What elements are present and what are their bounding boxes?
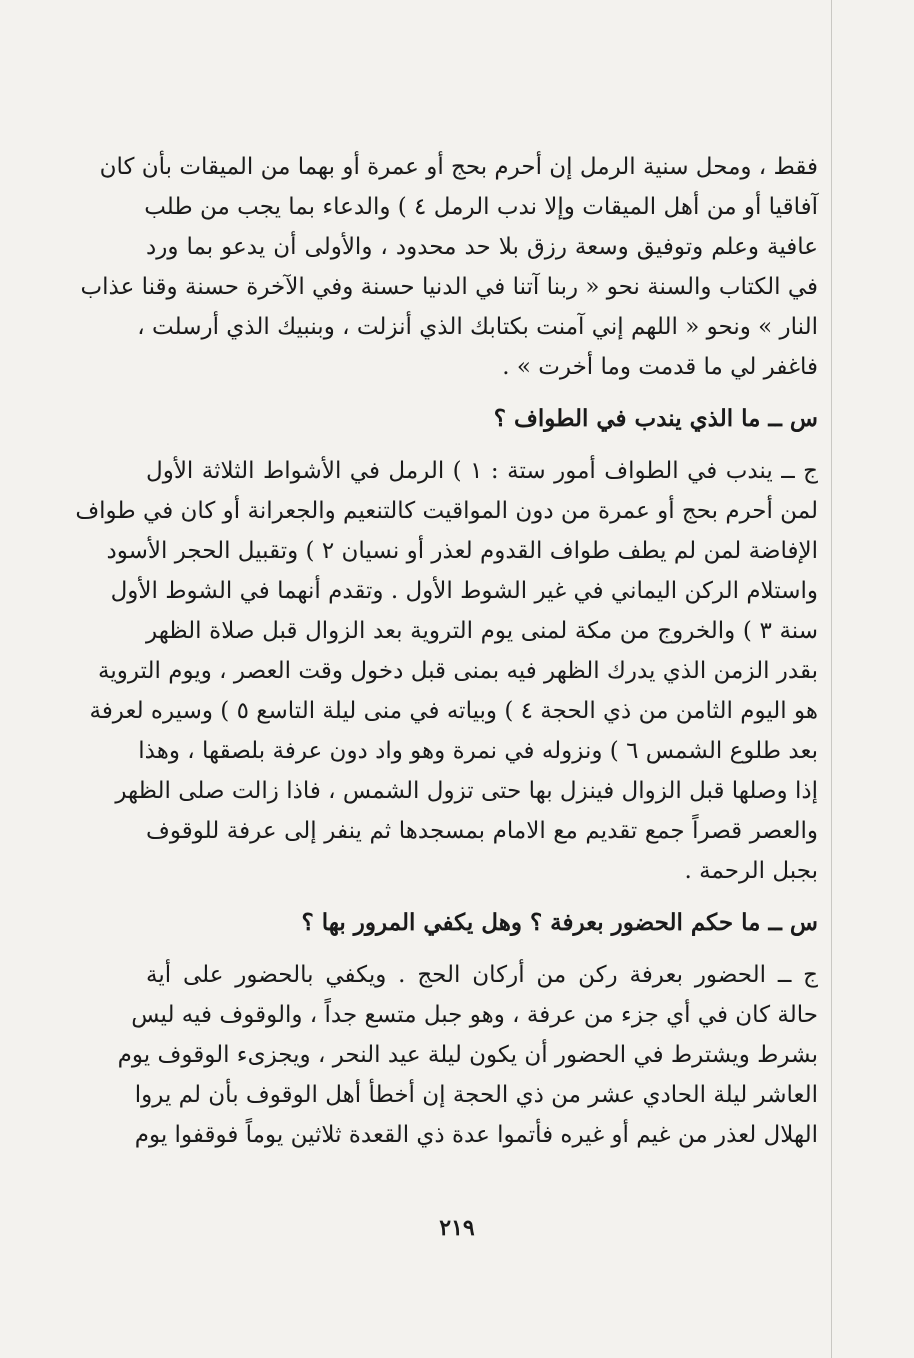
text-line: بعد طلوع الشمس ٦ ) ونزوله في نمرة وهو واد دون عرفة بلصقها ، وهذا [138,738,818,764]
text-line: النار » ونحو « اللهم إني آمنت بكتابك الذي أنزلت ، وبنبيك الذي أرسلت ، [137,314,818,340]
text-line: العاشر ليلة الحادي عشر من ذي الحجة إن أخطأ أهل الوقوف بأن لم يروا [134,1082,818,1108]
text-line: واستلام الركن اليماني في غير الشوط الأول . وتقدم أنهما في الشوط الأول [110,578,818,604]
text-line: حالة كان في أي جزء من عرفة ، وهو جبل متسع جداً ، والوقوف فيه ليس [131,1002,818,1028]
text-line: ج ــ الحضور بعرفة ركن من أركان الحج . ويكفي بالحضور على أية [146,962,818,988]
paragraph-1 [80,147,818,387]
answer-2 [117,955,818,1155]
main-text [75,147,818,1155]
text-line: فقط ، ومحل سنية الرمل إن أحرم بحج أو عمرة أو بهما من الميقات بأن كان [99,154,818,180]
text-line: الهلال لعذر من غيم أو غيره فأتموا عدة ذي القعدة ثلاثين يوماً فوقفوا يوم [134,1122,818,1148]
text-line: في الكتاب والسنة نحو « ربنا آتنا في الدنيا حسنة وفي الآخرة حسنة وقنا عذاب [80,274,818,300]
text-line: هو اليوم الثامن من ذي الحجة ٤ ) وبياته في منى ليلة التاسع ٥ ) وسيره لعرفة [89,698,818,724]
text-line: لمن أحرم بحج أو عمرة من دون المواقيت كالتنعيم والجعرانة أو كان في طواف [75,498,818,524]
text-line: فاغفر لي ما قدمت وما أخرت » . [502,354,818,380]
text-line: بقدر الزمن الذي يدرك الظهر فيه بمنى قبل دخول وقت العصر ، ويوم التروية [98,658,818,684]
text-line: سنة ٣ ) والخروج من مكة لمنى يوم التروية بعد الزوال قبل صلاة الظهر [146,618,818,644]
text-line: والعصر قصراً جمع تقديم مع الامام بمسجدها ثم ينفر إلى عرفة للوقوف [146,818,818,844]
answer-1 [75,451,818,891]
text-line: إذا وصلها قبل الزوال فينزل بها حتى تزول الشمس ، فاذا زالت صلى الظهر [115,778,818,804]
page-edge-divider [831,0,832,1358]
question-heading: س ــ ما حكم الحضور بعرفة ؟ وهل يكفي المرور بها ؟ [301,909,818,936]
text-line: ج ــ يندب في الطواف أمور ستة : ١ ) الرمل في الأشواط الثلاثة الأول [146,458,818,484]
question-heading: س ــ ما الذي يندب في الطواف ؟ [493,405,818,432]
text-line: بجبل الرحمة . [684,858,818,884]
text-line: عافية وعلم وتوفيق وسعة رزق بلا حد محدود ، والأولى أن يدعو بما ورد [146,234,818,260]
text-line: الإفاضة لمن لم يطف طواف القدوم لعذر أو نسيان ٢ ) وتقبيل الحجر الأسود [106,538,818,564]
text-line: آفاقيا أو من أهل الميقات وإلا ندب الرمل ٤ ) والدعاء بما يجب من طلب [144,194,818,220]
page-number: ٢١٩ [439,1215,475,1241]
text-line: بشرط ويشترط في الحضور أن يكون ليلة عيد النحر ، ويجزىء الوقوف يوم [117,1042,818,1068]
